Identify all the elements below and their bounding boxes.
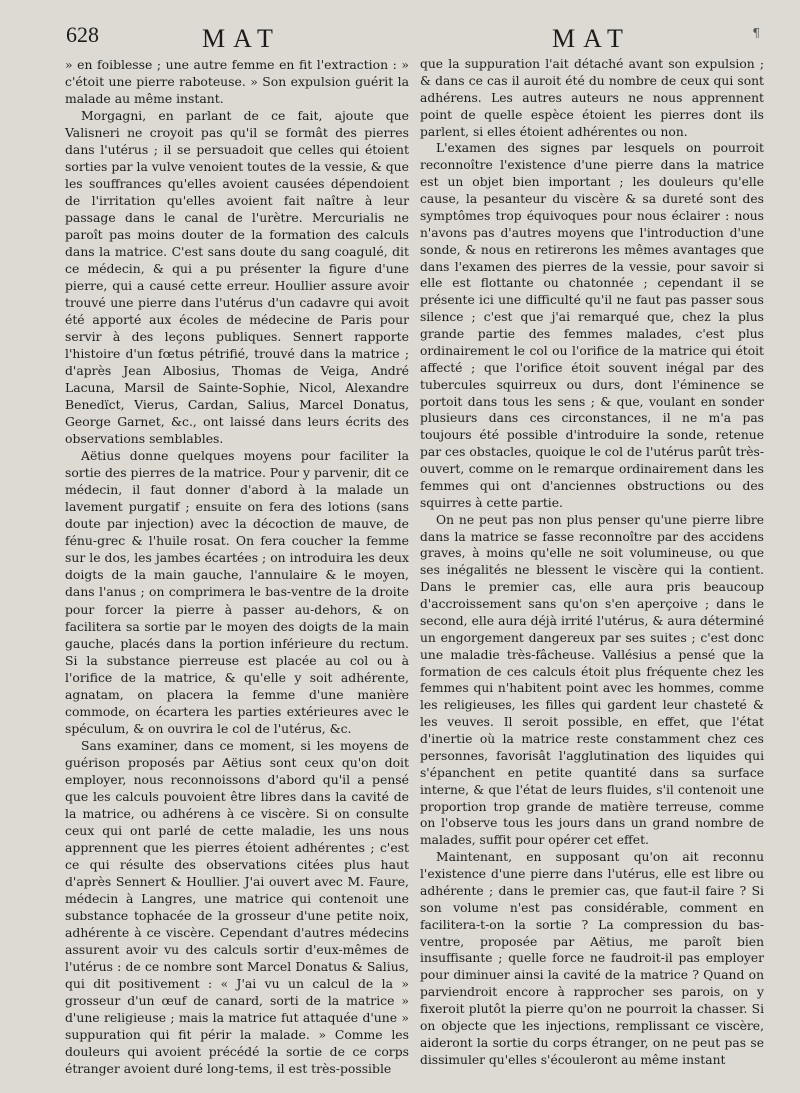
paragraph: » en foiblesse ; une autre femme en fit l'extraction : » c'étoit une pierre raboteuse. » Son expulsion guérit la malade au même instant. xyxy=(65,57,409,107)
paragraph: que la suppuration l'ait détaché avant son expulsion ; & dans ce cas il auroit été du nombre de ceux qui sont adhérens. Les autres auteurs ne nous apprennent point de quelle espèce étoient les pierres dont ils parlent, si elles étoient adhérentes ou non. xyxy=(420,57,764,139)
paragraph: L'examen des signes par lesquels on pourroit reconnoître l'existence d'une pierre dans la matrice est un objet bien important ; les douleurs qu'elle cause, la pesanteur du viscère & sa dureté sont des symptômes trop équivoques pour nous éclairer : nous n'avons pas d'autres moyens que l'introduction d'une sonde, & nous en retirerons les mêmes avantages que dans l'examen des pierres de la vessie, pour savoir si elle est flottante ou chatonnée ; cependant il se présente ici une difficulté qu'il ne faut pas passer sous silence ; c'est que j'ai remarqué que, chez la plus grande partie des femmes malades, c'est plus ordinairement le col ou l'orifice de la matrice qui étoit affecté ; que l'orifice étoit souvent inégal par des tubercules squirreux ou durs, dont l'éminence se portoit dans tous les sens ; & que, voulant en sonder plusieurs dans ces circonstances, il ne m'a pas toujours été possible d'introduire la sonde, retenue par ces obstacles, quoique le col de l'utérus parût très-ouvert, comme on le remarque ordinairement dans les femmes qui ont d'anciennes obstructions ou des squirres à cette partie. xyxy=(420,141,764,510)
paragraph: Maintenant, en supposant qu'on ait reconnu l'existence d'une pierre dans l'utérus, elle est libre ou adhérente ; dans le premier cas, que faut-il faire ? Si son volume n'est pas considérable, comment en facilitera-t-on la sortie ? La compression du bas-ventre, proposée par Aëtius, me paroît bien insuffisante ; quelle force ne faudroit-il pas employer pour diminuer ainsi la cavité de la matrice ? Quand on parviendroit encore à rapprocher ses parois, on y fixeroit plutôt la pierre qu'on ne pourroit la chasser. Si on objecte que les injections, remplissant ce viscère, aideront la sortie du corps étranger, on ne peut pas se dissimuler qu'elles s'écouleront au même instant xyxy=(420,850,764,1067)
running-head-right: MAT xyxy=(552,24,631,53)
running-head-left: MAT xyxy=(202,24,281,53)
page-number: 628 xyxy=(66,22,99,47)
running-header xyxy=(66,22,760,56)
corner-mark: ¶ xyxy=(752,26,760,40)
paragraph: Sans examiner, dans ce moment, si les moyens de guérison proposés par Aëtius sont ceux qu'on doit employer, nous reconnoissons d'abord qu'il a pensé que les calculs pouvoient être libres dans la cavité de la matrice, ou adhérens à ce viscère. Si on consulte ceux qui ont parlé de cette maladie, les uns nous apprennent que les pierres étoient adhérentes ; c'est ce qui résulte des observations citées plus haut d'après Sennert & Houllier. J'ai ouvert avec M. Faure, médecin à Langres, une matrice qui contenoit une substance tophacée de la grosseur d'une petite noix, adhérente à ce viscère. Cependant d'autres médecins assurent avoir vu des calculs sortir d'eux-mêmes de l'utérus : de ce nombre sont Marcel Donatus & Salius, qui dit positivement : « J'ai vu un calcul de la » grosseur d'un œuf de canard, sorti de la matrice » d'une religieuse ; mais la matrice fut attaquée d'une » suppuration qui fit périr la malade. » Comme les douleurs qui avoient précédé la sortie de ce corps étranger avoient duré long-tems, il est très-possible xyxy=(65,737,409,1076)
paragraph: Morgagni, en parlant de ce fait, ajoute que Valisneri ne croyoit pas qu'il se formât des pierres dans l'utérus ; il se persuadoit que celles qui étoient sorties par la vulve venoient toutes de la vessie, & que les souffrances qu'elles avoient causées dépendoient de l'irritation qu'elles avoient fait naître à leur passage dans le canal de l'urètre. Mercurialis ne paroît pas moins douter de la formation des calculs dans la matrice. C'est sans doute du sang coagulé, dit ce médecin, & qui a pu présenter la figure d'une pierre, qui a causé cette erreur. Houllier assure avoir trouvé une pierre dans l'utérus d'un cadavre qui avoit été apporté aux écoles de médecine de Paris pour servir à des leçons publiques. Sennert rapporte l'histoire d'un fœtus pétrifié, trouvé dans la matrice ; d'après Jean Albosius, Thomas de Veiga, André Lacuna, Marsil de Sainte-Sophie, Nicol, Alexandre Benedïct, Vierus, Cardan, Salius, Marcel Donatus, George Garnet, &c., ont laissé dans leurs écrits des observations semblables. xyxy=(65,108,409,447)
left-column xyxy=(65,56,409,1077)
paragraph: On ne peut pas non plus penser qu'une pierre libre dans la matrice se fasse reconnoître par des accidens graves, à moins qu'elle ne soit volumineuse, ou que ses inégalités ne blessent le viscère qui la contient. Dans le premier cas, elle aura pris beaucoup d'accroissement sans qu'on s'en aperçoive ; dans le second, elle aura déjà irrité l'utérus, & aura déterminé un engorgement dangereux par ses suites ; c'est donc une maladie très-fâcheuse. Vallésius a pensé que la formation de ces calculs étoit plus fréquente chez les femmes qui n'habitent point avec les hommes, comme les religieuses, les filles qui gardent leur chasteté & les veuves. Il seroit possible, en effet, que l'état d'inertie où la matrice reste constamment chez ces personnes, favorisât l'agglutination des liquides qui s'épanchent en petite quantité dans sa surface interne, & que l'état de leurs fluides, s'il contenoit une proportion trop grande de matière terreuse, comme on l'observe tous les jours dans un grand nombre de malades, suffit pour opérer cet effet. xyxy=(420,512,764,848)
paragraph: Aëtius donne quelques moyens pour faciliter la sortie des pierres de la matrice. Pour y parvenir, dit ce médecin, il faut donner d'abord à la malade un lavement purgatif ; ensuite on fera des lotions (sans doute par injection) avec la décoction de mauve, de fénu-grec & l'huile rosat. On fera coucher la femme sur le dos, les jambes écartées ; on introduira les deux doigts de la main gauche, l'annulaire & le moyen, dans l'anus ; on comprimera le bas-ventre de la droite pour forcer la pierre à passer au-dehors, & on facilitera sa sortie par le moyen des doigts de la main gauche, placés dans la portion inférieure du rectum. Si la substance pierreuse est placée au col ou à l'orifice de la matrice, & qu'elle y soit adhérente, agnatam, on placera la femme d'une manière commode, on écartera les parties extérieures avec le spéculum, & on ouvrira le col de l'utérus, &c. xyxy=(65,448,409,736)
right-column xyxy=(420,56,764,1069)
